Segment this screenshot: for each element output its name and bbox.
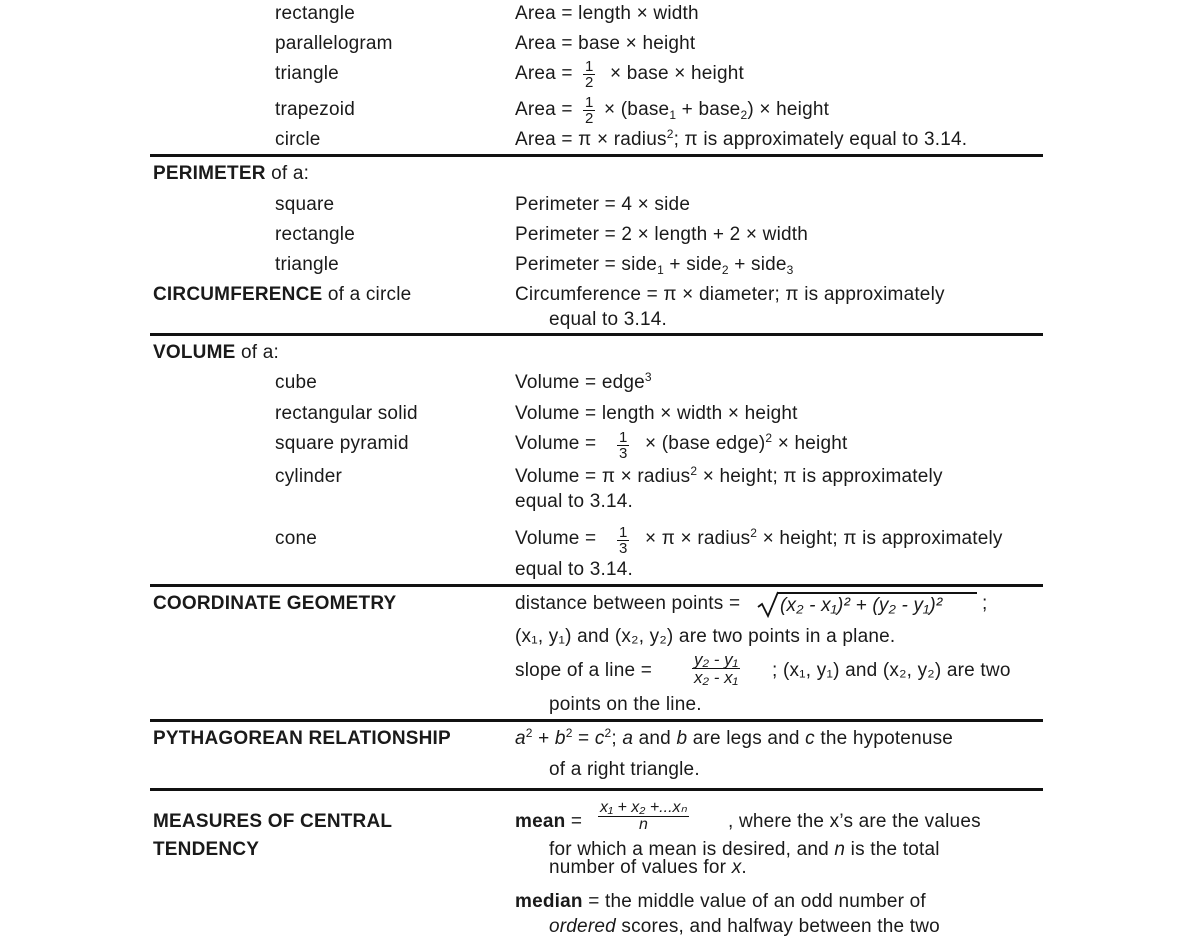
pythagorean-formula-cont: of a right triangle. xyxy=(549,759,700,780)
area-shape-circle: circle xyxy=(275,129,321,150)
perimeter-formula-square: Perimeter = 4 × side xyxy=(515,194,691,215)
section-divider xyxy=(150,584,1043,587)
pythagorean-heading: PYTHAGOREAN RELATIONSHIP xyxy=(153,728,451,749)
slope-formula-note: ; (x₁, y₁) and (x₂, y₂) are two xyxy=(772,660,1011,681)
mean-description-cont: for which a mean is desired, and n is the total xyxy=(549,839,940,860)
mean-label: mean = xyxy=(515,811,583,832)
mean-description: , where the x’s are the values xyxy=(728,811,981,832)
volume-formula-cylinder: Volume = π × radius$^2$ × height; π is approximately xyxy=(515,464,943,487)
section-divider xyxy=(150,154,1043,157)
fraction-one-third: $\frac{1}{3}$ xyxy=(619,524,628,557)
distance-formula-note: (x₁, y₁) and (x₂, y₂) are two points in a plane. xyxy=(515,626,896,647)
distance-formula-label: distance between points = xyxy=(515,593,741,614)
slope-formula-label: slope of a line = xyxy=(515,660,653,681)
volume-formula-cone-rest: × π × radius$^2$ × height; π is approximately xyxy=(645,526,1003,549)
distance-formula-end: ; xyxy=(982,593,988,614)
coordinate-geometry-heading: COORDINATE GEOMETRY xyxy=(153,593,397,614)
area-shape-triangle: triangle xyxy=(275,63,339,84)
volume-shape-rectangular-solid: rectangular solid xyxy=(275,403,418,424)
area-formula-trapezoid: Area = xyxy=(515,99,573,120)
perimeter-shape-rectangle: rectangle xyxy=(275,224,355,245)
area-formula-parallelogram: Area = base × height xyxy=(515,33,696,54)
area-formula-triangle: Area = xyxy=(515,63,573,84)
volume-shape-square-pyramid: square pyramid xyxy=(275,433,409,454)
fraction-one-third: $\frac{1}{3}$ xyxy=(619,429,628,462)
fraction-one-half: $\frac{1}{2}$ xyxy=(585,58,594,91)
area-formula-trapezoid-rest: × (base$_1$ + base$_2$) × height xyxy=(604,99,830,122)
slope-fraction: $\frac{\text{y₂ - y₁}}{\text{x₂ - x₁}}$ xyxy=(694,650,738,687)
perimeter-formula-triangle: Perimeter = side$_1$ + side$_2$ + side$_3$ xyxy=(515,254,794,277)
perimeter-heading: PERIMETER of a: xyxy=(153,163,310,184)
volume-formula-square-pyramid: Volume = xyxy=(515,433,597,454)
median-description-cont: ordered scores, and halfway between the two xyxy=(549,916,940,937)
circumference-heading: CIRCUMFERENCE of a circle xyxy=(153,284,412,305)
circumference-formula: Circumference = π × diameter; π is approximately xyxy=(515,284,945,305)
section-divider xyxy=(150,333,1043,336)
area-formula-triangle-rest: × base × height xyxy=(610,63,744,84)
area-shape-rectangle: rectangle xyxy=(275,3,355,24)
mean-fraction: $\frac{\text{x₁ + x₂ +...xₙ}}{n}$ xyxy=(600,799,687,833)
volume-formula-rectangular-solid: Volume = length × width × height xyxy=(515,403,798,424)
volume-shape-cube: cube xyxy=(275,372,318,393)
square-root-icon xyxy=(757,590,779,618)
radical-bar xyxy=(777,592,977,594)
distance-formula-radicand: (x₂ - x₁)² + (y₂ - y₁)² xyxy=(780,595,943,616)
area-shape-parallelogram: parallelogram xyxy=(275,33,393,54)
central-tendency-heading: MEASURES OF CENTRAL xyxy=(153,811,393,832)
median-label: median = the middle value of an odd number of xyxy=(515,891,926,912)
fraction-one-half: $\frac{1}{2}$ xyxy=(585,94,594,127)
central-tendency-heading-cont: TENDENCY xyxy=(153,839,260,860)
area-formula-circle: Area = π × radius$^2$; π is approximately equal to 3.14. xyxy=(515,127,968,150)
area-shape-trapezoid: trapezoid xyxy=(275,99,355,120)
volume-formula-cube: Volume = edge$^3$ xyxy=(515,370,652,393)
section-divider xyxy=(150,719,1043,722)
slope-formula-note-cont: points on the line. xyxy=(549,694,702,715)
volume-formula-cylinder-cont: equal to 3.14. xyxy=(515,491,633,512)
volume-formula-cone: Volume = xyxy=(515,528,597,549)
perimeter-formula-rectangle: Perimeter = 2 × length + 2 × width xyxy=(515,224,809,245)
section-divider xyxy=(150,788,1043,791)
perimeter-shape-triangle: triangle xyxy=(275,254,339,275)
mean-description-cont: number of values for x. xyxy=(549,857,747,878)
volume-shape-cone: cone xyxy=(275,528,318,549)
volume-heading: VOLUME of a: xyxy=(153,342,279,363)
volume-shape-cylinder: cylinder xyxy=(275,466,343,487)
perimeter-shape-square: square xyxy=(275,194,335,215)
volume-formula-square-pyramid-rest: × (base edge)$^2$ × height xyxy=(645,431,848,454)
area-formula-rectangle: Area = length × width xyxy=(515,3,699,24)
pythagorean-formula: $a^2 + b^2 = c^2$; a and b are legs and c the hypotenuse xyxy=(515,726,954,749)
circumference-formula-cont: equal to 3.14. xyxy=(549,309,667,330)
volume-formula-cone-cont: equal to 3.14. xyxy=(515,559,633,580)
